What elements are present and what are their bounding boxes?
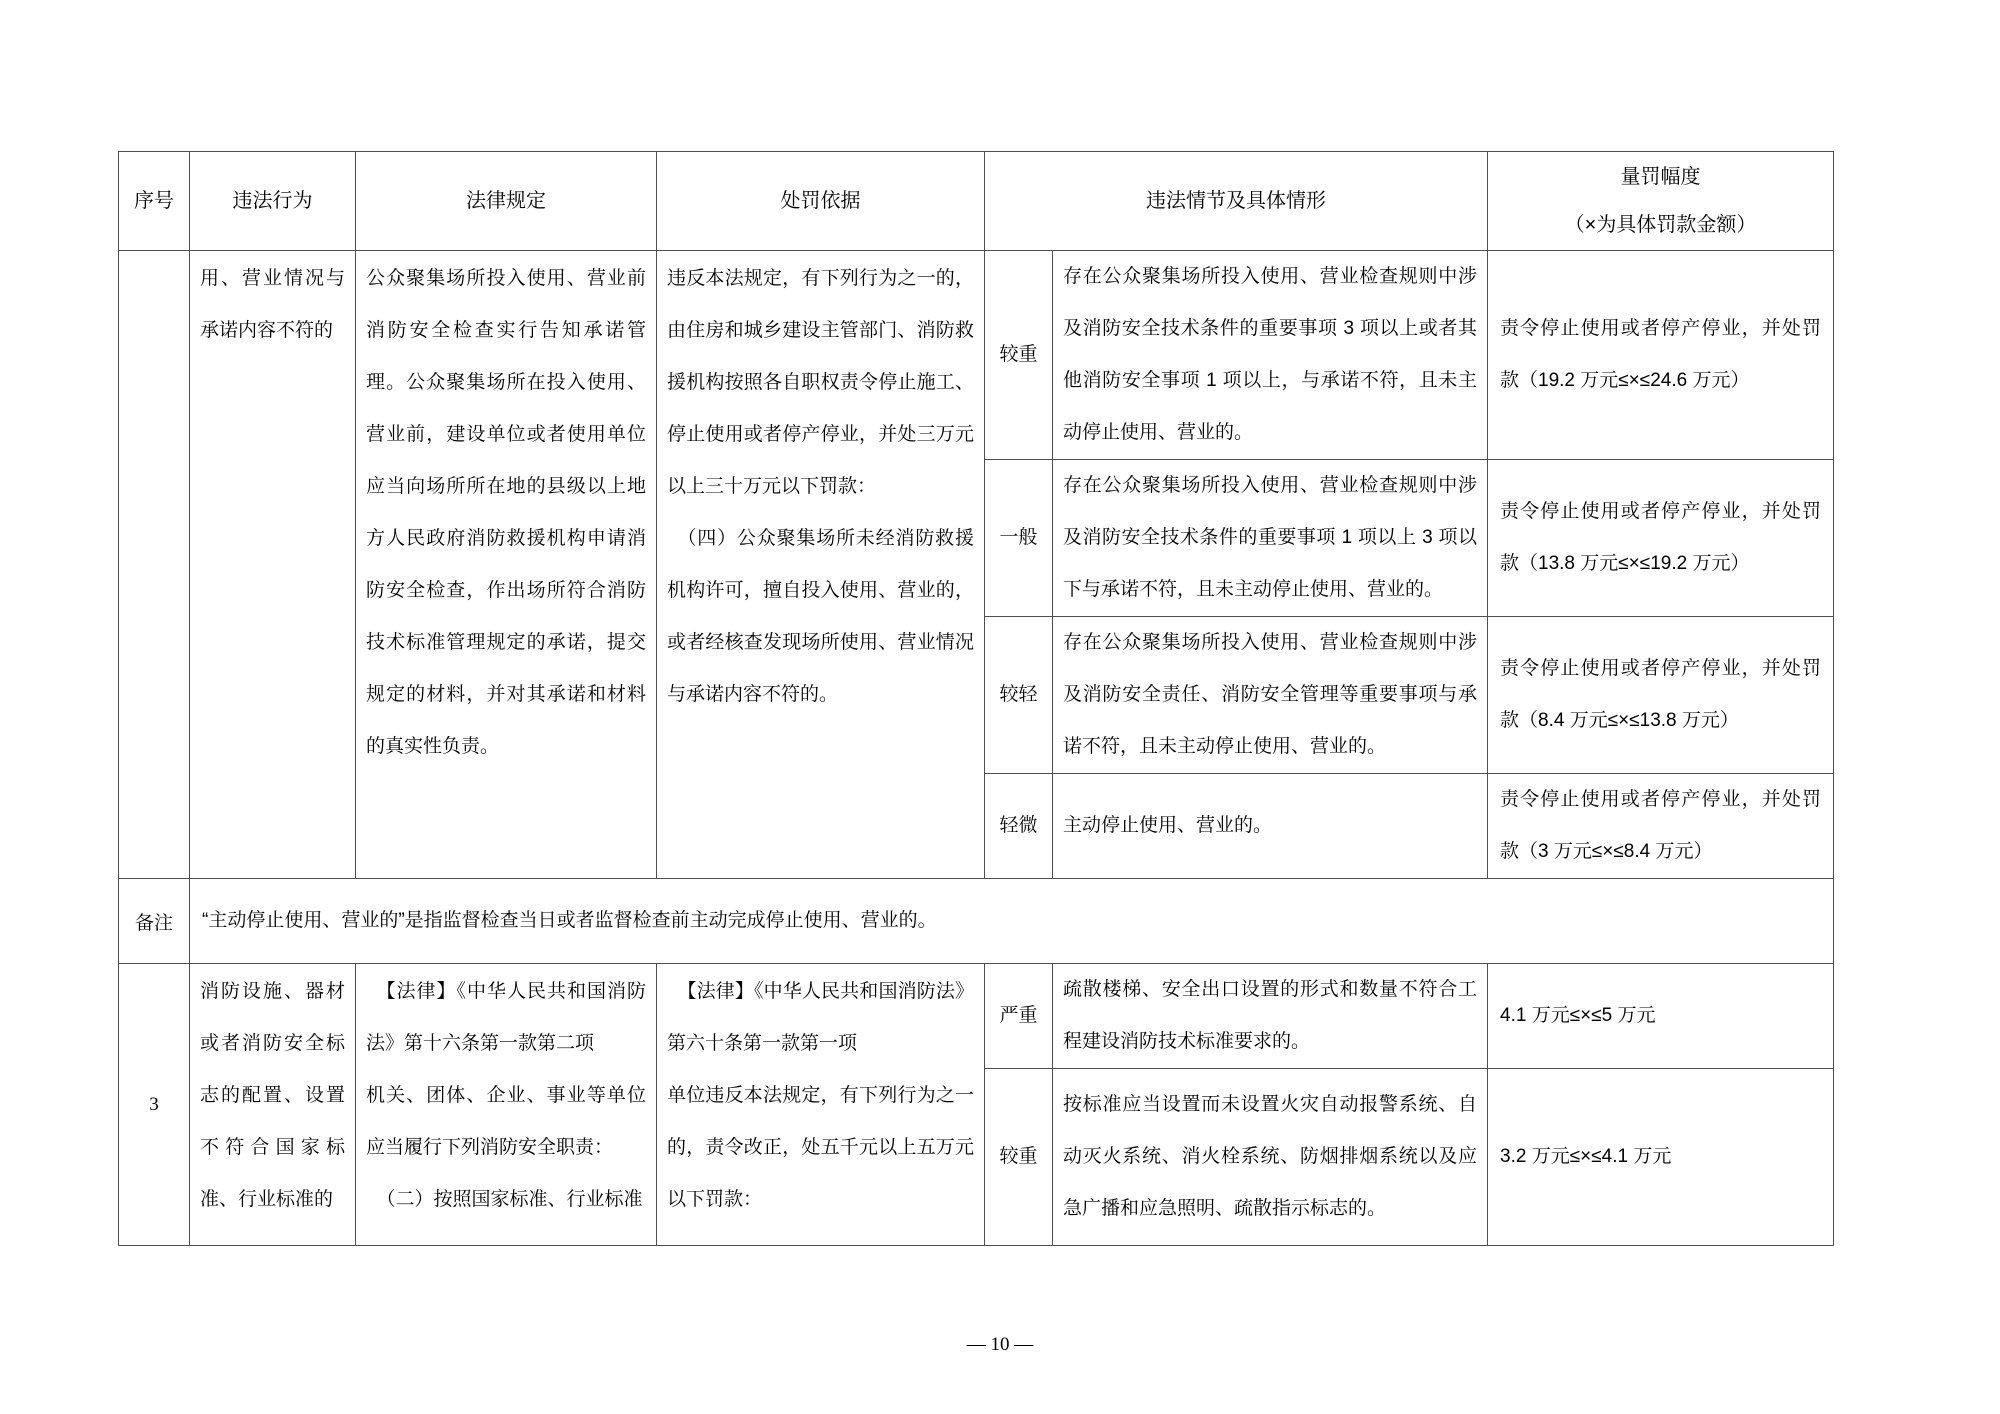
header-law: 法律规定 [356,152,657,251]
law-paragraph-1: 【法律】《中华人民共和国消防法》第十六条第一款第二项 [366,981,646,1054]
header-behavior: 违法行为 [190,152,356,251]
circumstance-cell [1053,617,1488,774]
severity-label: 轻微 [985,774,1053,879]
note-label: 备注 [119,879,190,964]
note-text-cell [190,879,1834,964]
basis-paragraph-1: 【法律】《中华人民共和国消防法》第六十条第一款第一项 [667,981,974,1054]
header-circumstances: 违法情节及具体情形 [985,152,1488,251]
header-basis: 处罚依据 [657,152,985,251]
basis-paragraph-2: 单位违反本法规定，有下列行为之一的，责令改正，处五千元以上五万元以下罚款： [667,1085,974,1210]
penalty-range-text: 责令停止使用或者停产停业，并处罚款（13.8 万元≤×≤19.2 万元） [1500,501,1821,574]
behavior-text: 用、营业情况与承诺内容不符的 [200,268,345,341]
basis-paragraph-1: 违反本法规定，有下列行为之一的，由住房和城乡建设主管部门、消防救援机构按照各自职权责令停止施工、停止使用或者停产停业，并处三万元以上三十万元以下罚款： [667,268,974,497]
circumstance-cell [1053,964,1488,1069]
law-paragraph-2: 机关、团体、企业、事业等单位应当履行下列消防安全职责： [366,1085,646,1158]
header-range-line1: 量罚幅度 [1620,166,1701,188]
note-text: “主动停止使用、营业的”是指监督检查当日或者监督检查前主动完成停止使用、营业的。 [202,910,937,931]
law-cell [356,964,657,1246]
penalty-range-cell [1488,617,1834,774]
circumstance-text: 主动停止使用、营业的。 [1063,815,1273,836]
behavior-cell [190,964,356,1246]
note-row [119,879,1834,964]
header-range-line2: （×为具体罚款金额） [1564,214,1757,236]
penalty-range-cell [1488,964,1834,1069]
penalty-discretion-table [118,151,1834,1246]
basis-cell [657,964,985,1246]
circumstance-cell [1053,251,1488,460]
penalty-range-cell [1488,1069,1834,1246]
severity-label: 较重 [985,251,1053,460]
penalty-range-text: 责令停止使用或者停产停业，并处罚款（19.2 万元≤×≤24.6 万元） [1500,318,1821,391]
circumstance-text: 按标准应当设置而未设置火灾自动报警系统、自动灭火系统、消火栓系统、防烟排烟系统以及应急广播和应急照明、疏散指示标志的。 [1063,1094,1477,1219]
index-cell: 3 [119,964,190,1246]
law-cell [356,251,657,879]
circumstance-cell [1053,1069,1488,1246]
severity-label: 较轻 [985,617,1053,774]
index-cell-empty [119,251,190,879]
table-header-row [119,152,1834,251]
circumstance-cell [1053,774,1488,879]
penalty-range-text: 4.1 万元≤×≤5 万元 [1500,1005,1656,1026]
table-row-3-1 [119,964,1834,1069]
table-row-continued-1 [119,251,1834,460]
penalty-range-cell [1488,460,1834,617]
penalty-range-cell [1488,774,1834,879]
basis-cell [657,251,985,879]
law-paragraph: 公众聚集场所投入使用、营业前消防安全检查实行告知承诺管理。公众聚集场所在投入使用、营业前，建设单位或者使用单位应当向场所所在地的县级以上地方人民政府消防救援机构申请消防安全检查，作出场所符合消防技术标准管理规定的承诺，提交规定的材料，并对其承诺和材料的真实性负责。 [366,268,646,757]
page-number: — 10 — [966,1334,1034,1355]
circumstance-text: 存在公众聚集场所投入使用、营业检查规则中涉及消防安全责任、消防安全管理等重要事项与承诺不符，且未主动停止使用、营业的。 [1063,632,1477,757]
severity-label: 严重 [985,964,1053,1069]
header-range [1488,152,1834,251]
penalty-range-text: 责令停止使用或者停产停业，并处罚款（3 万元≤×≤8.4 万元） [1500,789,1821,862]
circumstance-text: 存在公众聚集场所投入使用、营业检查规则中涉及消防安全技术条件的重要事项 1 项以上 3 项以下与承诺不符，且未主动停止使用、营业的。 [1063,475,1477,600]
behavior-cell [190,251,356,879]
severity-label: 较重 [985,1069,1053,1246]
penalty-range-text: 责令停止使用或者停产停业，并处罚款（8.4 万元≤×≤13.8 万元） [1500,658,1821,731]
penalty-range-cell [1488,251,1834,460]
circumstance-cell [1053,460,1488,617]
severity-label: 一般 [985,460,1053,617]
basis-paragraph-2: （四）公众聚集场所未经消防救援机构许可，擅自投入使用、营业的，或者经核查发现场所使用、营业情况与承诺内容不符的。 [667,528,974,705]
penalty-range-text: 3.2 万元≤×≤4.1 万元 [1500,1146,1672,1167]
law-paragraph-3: （二）按照国家标准、行业标准 [376,1189,643,1210]
circumstance-text: 疏散楼梯、安全出口设置的形式和数量不符合工程建设消防技术标准要求的。 [1063,979,1477,1052]
circumstance-text: 存在公众聚集场所投入使用、营业检查规则中涉及消防安全技术条件的重要事项 3 项以上或者其他消防安全事项 1 项以上，与承诺不符，且未主动停止使用、营业的。 [1063,266,1477,443]
header-index: 序号 [119,152,190,251]
behavior-text: 消防设施、器材或者消防安全标志的配置、设置不符合国家标准、行业标准的 [200,981,345,1210]
